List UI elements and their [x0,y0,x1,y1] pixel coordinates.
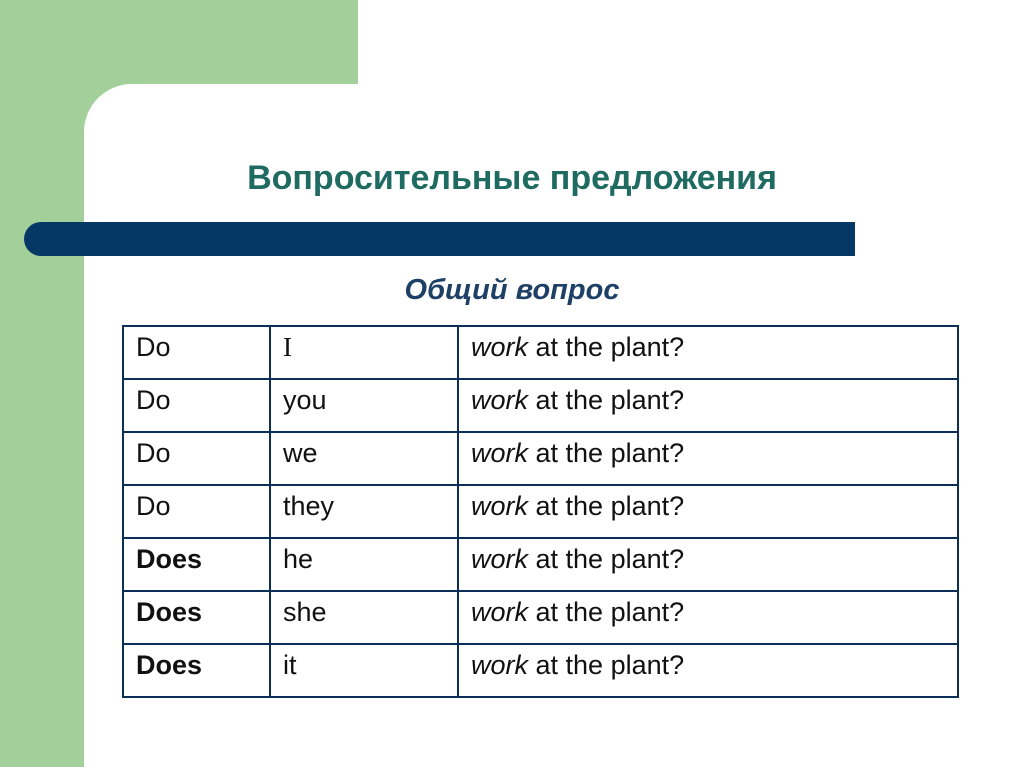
aux-verb: Do [136,491,171,521]
table-row [123,379,958,432]
question-table [122,325,959,698]
predicate-cell [458,591,958,644]
predicate-rest: at the plant? [528,650,685,680]
predicate-cell [458,644,958,697]
pronoun-cell [270,432,458,485]
table-row [123,326,958,379]
predicate-rest: at the plant? [528,544,685,574]
predicate-cell [458,379,958,432]
predicate-cell [458,432,958,485]
pronoun: you [283,385,327,415]
predicate-cell [458,326,958,379]
predicate-rest: at the plant? [528,332,685,362]
main-verb: work [471,650,529,680]
pronoun: it [283,650,297,680]
aux-cell [123,591,270,644]
predicate-rest: at the plant? [528,385,685,415]
table-row [123,538,958,591]
predicate-cell [458,485,958,538]
pronoun: I [283,332,292,362]
pronoun-cell [270,591,458,644]
pronoun: we [283,438,318,468]
predicate-cell [458,538,958,591]
title-underline-bar [24,222,855,256]
predicate-rest: at the plant? [528,491,685,521]
table-row [123,485,958,538]
aux-cell [123,538,270,591]
aux-verb: Do [136,385,171,415]
aux-verb: Does [136,597,203,627]
predicate-rest: at the plant? [528,438,685,468]
pronoun-cell [270,644,458,697]
aux-cell [123,379,270,432]
main-verb: work [471,544,529,574]
main-verb: work [471,332,529,362]
slide-title: Вопросительные предложения [247,159,777,197]
pronoun: they [283,491,335,521]
pronoun: he [283,544,314,574]
pronoun-cell [270,538,458,591]
main-verb: work [471,438,529,468]
main-verb: work [471,597,529,627]
aux-cell [123,326,270,379]
predicate-rest: at the plant? [528,597,685,627]
main-verb: work [471,385,529,415]
table-row [123,432,958,485]
pronoun-cell [270,326,458,379]
slide-subtitle: Общий вопрос [404,274,620,306]
table-row [123,591,958,644]
table-row [123,644,958,697]
aux-cell [123,485,270,538]
aux-cell [123,432,270,485]
aux-cell [123,644,270,697]
aux-verb: Does [136,650,203,680]
main-verb: work [471,491,529,521]
aux-verb: Does [136,544,203,574]
pronoun-cell [270,485,458,538]
pronoun-cell [270,379,458,432]
pronoun: she [283,597,327,627]
aux-verb: Do [136,438,171,468]
aux-verb: Do [136,332,171,362]
